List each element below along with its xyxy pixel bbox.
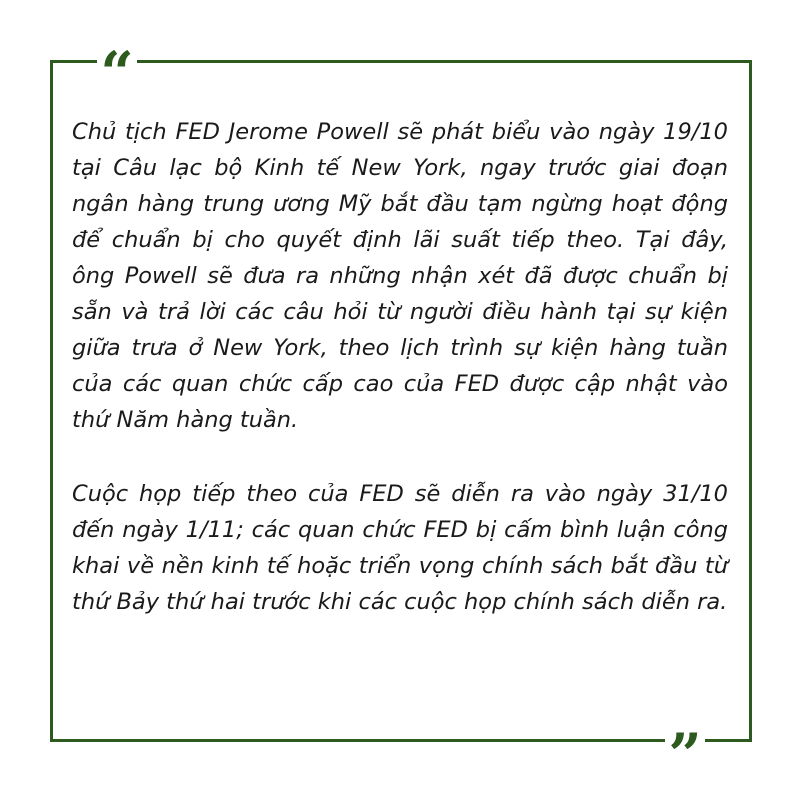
quote-paragraph-2: Cuộc họp tiếp theo của FED sẽ diễn ra vào ngày 31/10 đến ngày 1/11; các quan chức FED bị cấm bình luận công khai về nền kinh tế hoặc triển vọng chính sách bắt đầu từ thứ Bảy thứ hai trước khi các cuộc họp chính sách diễn ra. <box>72 481 728 615</box>
open-quote-icon: “ <box>97 46 137 76</box>
close-quote-icon: ” <box>665 728 705 758</box>
quote-body <box>72 114 728 620</box>
quote-paragraph-1: Chủ tịch FED Jerome Powell sẽ phát biểu vào ngày 19/10 tại Câu lạc bộ Kinh tế New York, ngay trước giai đoạn ngân hàng trung ương Mỹ bắt đầu tạm ngừng hoạt động để chuẩn bị cho quyết định lãi suất tiếp theo. Tại đây, ông Powell sẽ đưa ra những nhận xét đã được chuẩn bị sẵn và trả lời các câu hỏi từ người điều hành tại sự kiện giữa trưa ở New York, theo lịch trình sự kiện hàng tuần của các quan chức cấp cao của FED được cập nhật vào thứ Năm hàng tuần. <box>72 119 728 433</box>
